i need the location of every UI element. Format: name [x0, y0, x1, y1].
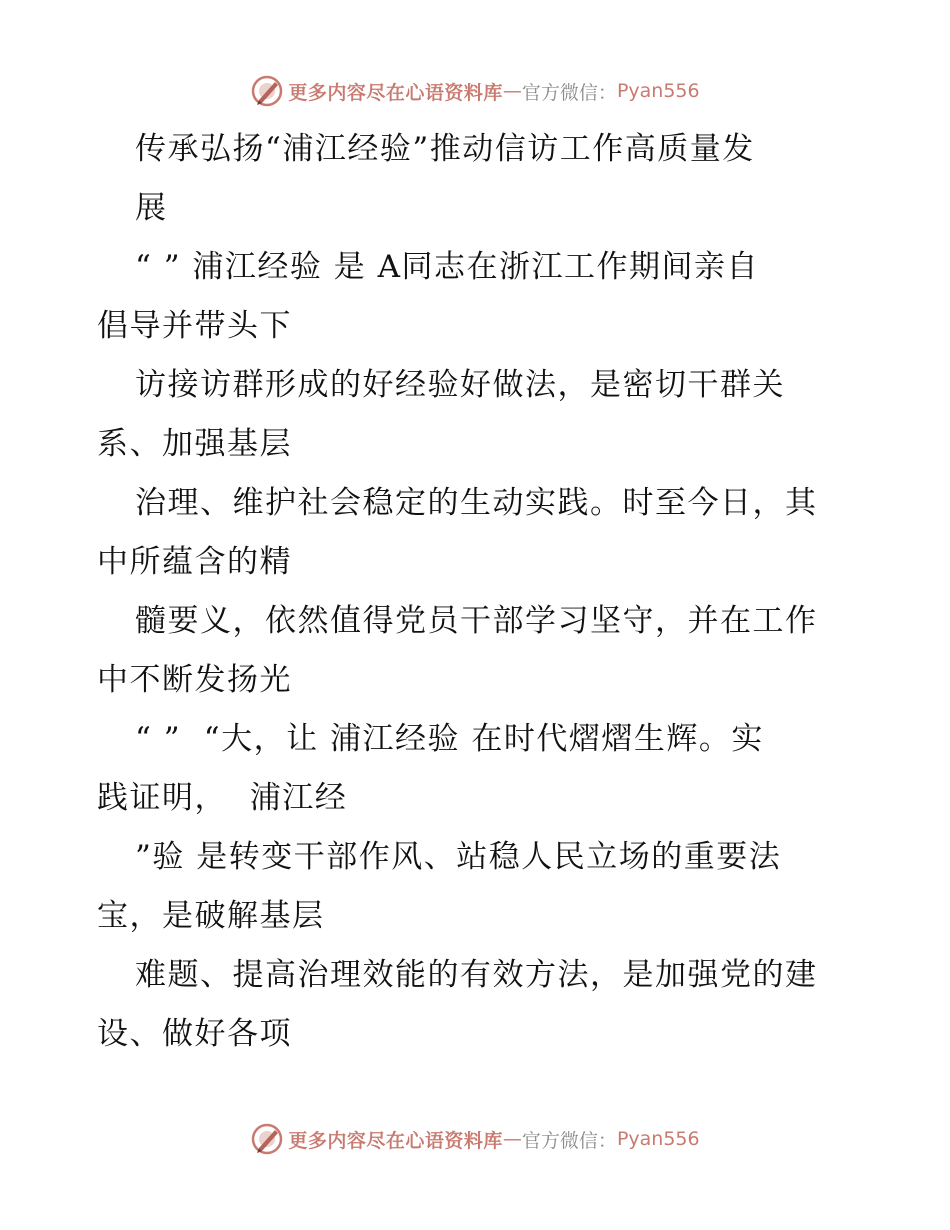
paragraph-line: 中不断发扬光: [97, 662, 292, 698]
paragraph-line: 宝，是破解基层: [97, 898, 325, 934]
footer-banner: [0, 1119, 950, 1159]
paragraph-line: 系、加强基层: [97, 426, 292, 462]
banner-separator: —: [502, 1128, 522, 1150]
logo-pen-icon: [250, 1122, 284, 1156]
document-body: [97, 120, 857, 1064]
banner-wechat-label: 官方微信：: [521, 81, 617, 104]
banner-separator: —: [502, 80, 522, 102]
paragraph-line: 中所蕴含的精: [97, 544, 292, 580]
header-banner: [0, 71, 950, 111]
paragraph-line: 髓要义，依然值得党员干部学习坚守，并在工作: [135, 603, 818, 639]
banner-account: Pyan556: [616, 1128, 700, 1150]
paragraph-line: “ ” “大，让 浦江经验 在时代熠熠生辉。实: [135, 721, 764, 757]
paragraph-line: 践证明， 浦江经: [97, 780, 348, 816]
banner-wechat-label: 官方微信：: [521, 1129, 617, 1152]
paragraph-line: 设、做好各项: [97, 1016, 292, 1052]
banner-brand-text: 更多内容尽在心语资料库: [288, 1129, 503, 1152]
document-title-line-2: 展: [135, 190, 168, 226]
paragraph-line: “ ” 浦江经验 是 A同志在浙江工作期间亲自: [135, 249, 759, 285]
paragraph-line: ”验 是转变干部作风、站稳人民立场的重要法: [135, 839, 782, 875]
banner-brand-text: 更多内容尽在心语资料库: [288, 81, 503, 104]
banner-account: Pyan556: [616, 80, 700, 102]
paragraph-line: 治理、维护社会稳定的生动实践。时至今日，其: [135, 485, 818, 521]
document-title-line-1: 传承弘扬“浦江经验”推动信访工作高质量发: [135, 131, 755, 167]
logo-pen-icon: [250, 74, 284, 108]
paragraph-line: 倡导并带头下: [97, 308, 292, 344]
paragraph-line: 难题、提高治理效能的有效方法，是加强党的建: [135, 957, 818, 993]
paragraph-line: 访接访群形成的好经验好做法，是密切干群关: [135, 367, 785, 403]
